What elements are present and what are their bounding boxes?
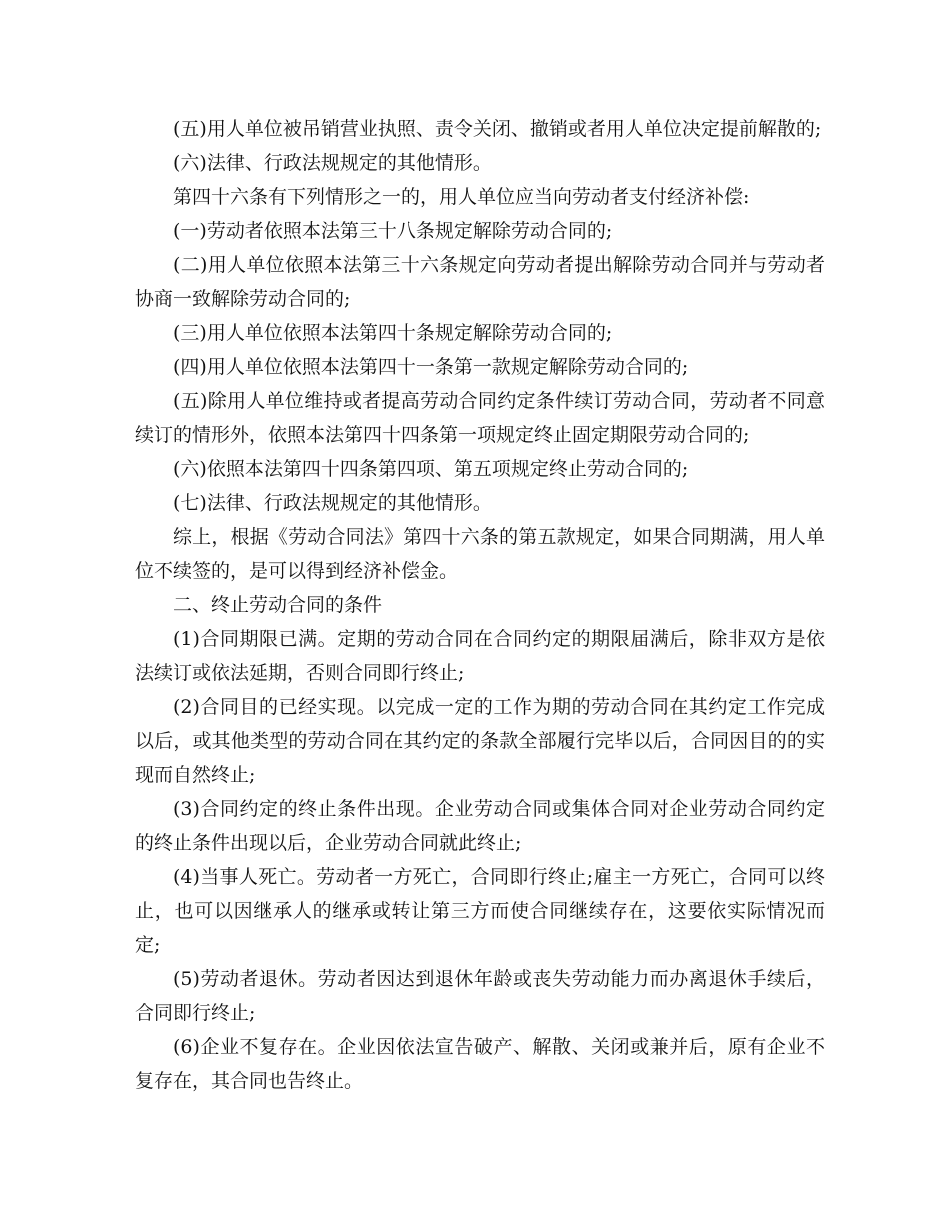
paragraph-8: (五)除用人单位维持或者提高劳动合同约定条件续订劳动合同，劳动者不同意续订的情形外，依照本法第四十四条第一项规定终止固定期限劳动合同的;: [135, 390, 825, 446]
document-body: [135, 112, 825, 1098]
paragraph-2: (六)法律、行政法规规定的其他情形。: [173, 152, 492, 174]
paragraph-11: 综上，根据《劳动合同法》第四十六条的第五款规定，如果合同期满，用人单位不续签的，是可以得到经济补偿金。: [135, 526, 825, 582]
paragraph-5: (二)用人单位依照本法第三十六条规定向劳动者提出解除劳动合同并与劳动者协商一致解除劳动合同的;: [135, 254, 825, 310]
paragraph-16: (4)当事人死亡。劳动者一方死亡，合同即行终止;雇主一方死亡，合同可以终止，也可以因继承人的继承或转让第三方而使合同继续存在，这要依实际情况而定;: [135, 866, 825, 956]
paragraph-18: (6)企业不复存在。企业因依法宣告破产、解散、关闭或兼并后，原有企业不复存在，其合同也告终止。: [135, 1036, 825, 1092]
paragraph-14: (2)合同目的已经实现。以完成一定的工作为期的劳动合同在其约定工作完成以后，或其他类型的劳动合同在其约定的条款全部履行完毕以后，合同因目的的实现而自然终止;: [135, 696, 825, 786]
paragraph-13: (1)合同期限已满。定期的劳动合同在合同约定的期限届满后，除非双方是依法续订或依法延期，否则合同即行终止;: [135, 628, 825, 684]
paragraph-7: (四)用人单位依照本法第四十一条第一款规定解除劳动合同的;: [173, 356, 689, 378]
section-heading: 二、终止劳动合同的条件: [173, 594, 383, 616]
paragraph-10: (七)法律、行政法规规定的其他情形。: [173, 492, 492, 514]
paragraph-6: (三)用人单位依照本法第四十条规定解除劳动合同的;: [173, 322, 613, 344]
paragraph-9: (六)依照本法第四十四条第四项、第五项规定终止劳动合同的;: [173, 458, 689, 480]
paragraph-3: 第四十六条有下列情形之一的，用人单位应当向劳动者支付经济补偿:: [173, 186, 750, 208]
paragraph-17: (5)劳动者退休。劳动者因达到退休年龄或丧失劳动能力而办离退休手续后，合同即行终止;: [135, 968, 825, 1024]
paragraph-4: (一)劳动者依照本法第三十八条规定解除劳动合同的;: [173, 220, 613, 242]
paragraph-1: (五)用人单位被吊销营业执照、责令关闭、撤销或者用人单位决定提前解散的;: [173, 118, 822, 140]
paragraph-15: (3)合同约定的终止条件出现。企业劳动合同或集体合同对企业劳动合同约定的终止条件出现以后，企业劳动合同就此终止;: [135, 798, 825, 854]
